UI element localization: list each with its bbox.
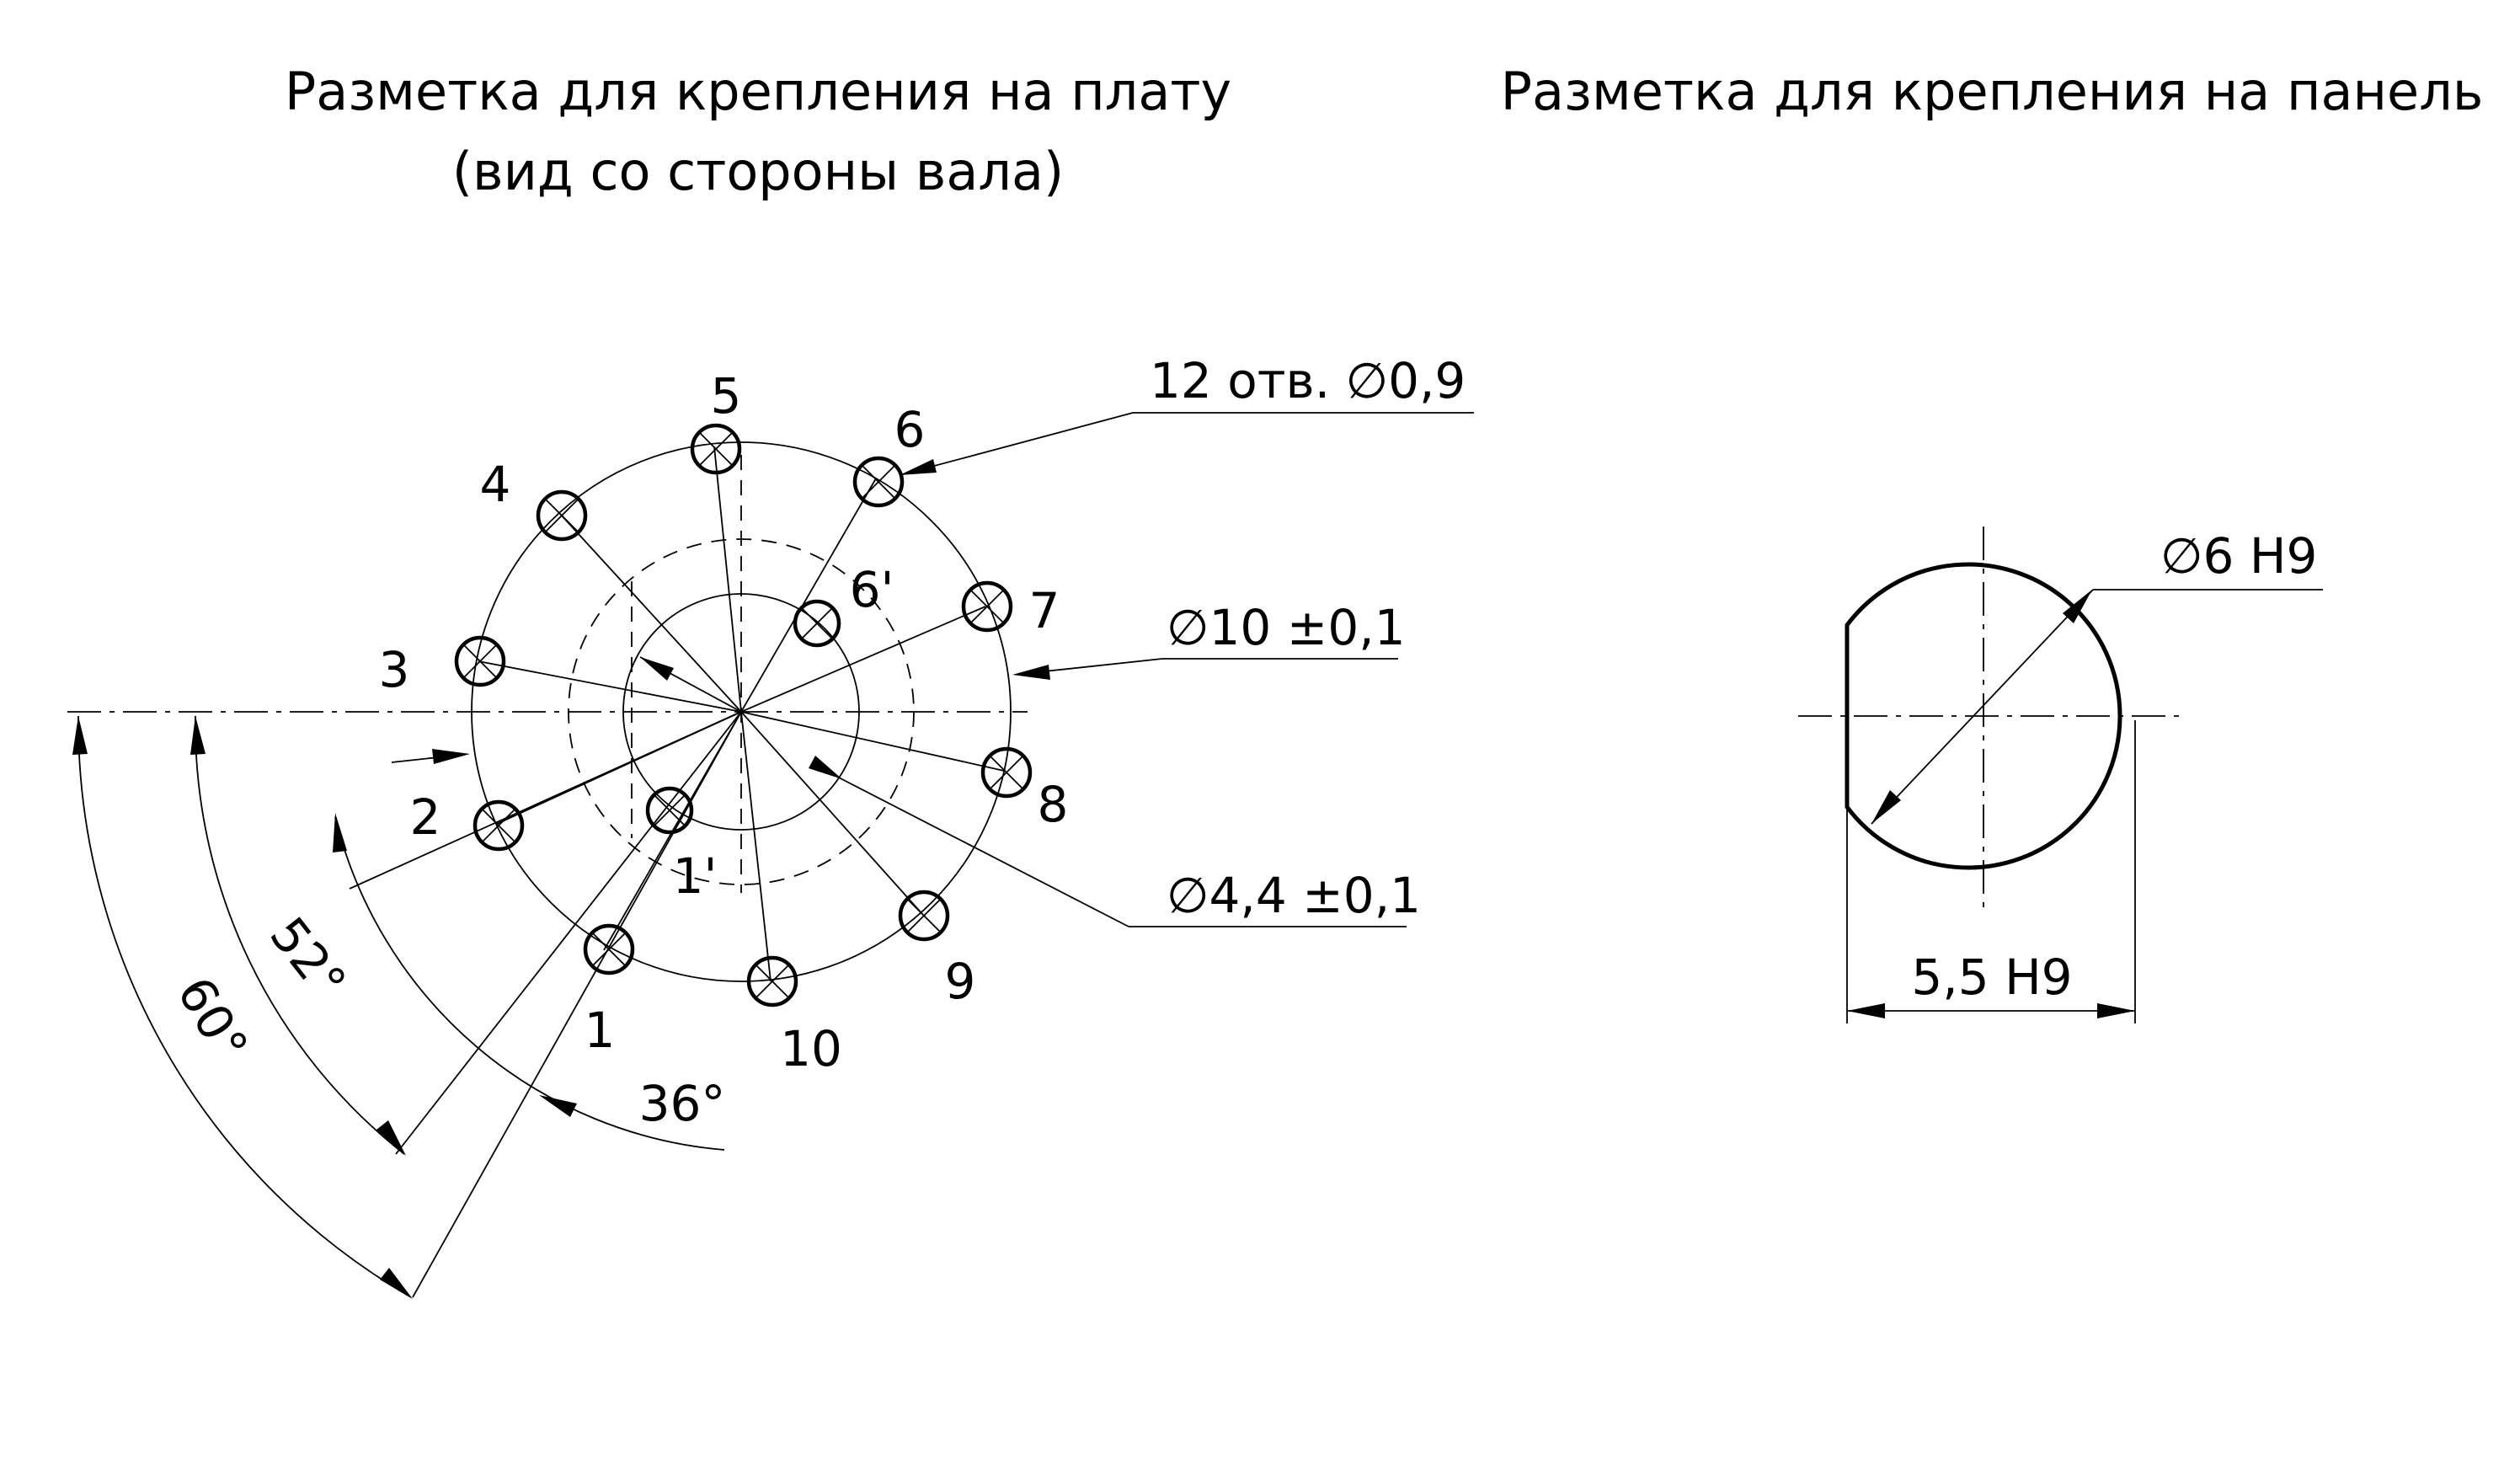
hole-4 xyxy=(538,492,585,539)
hole-label-6-alt: 6' xyxy=(849,561,894,618)
hole-2 xyxy=(475,802,522,849)
angle-52-text: 52° xyxy=(259,906,358,1011)
hole-6 xyxy=(855,458,902,505)
hole-6-alt xyxy=(795,601,839,645)
hole-label-6: 6 xyxy=(894,401,926,458)
callout-holes-text: 12 отв. ∅0,9 xyxy=(1150,352,1466,409)
hole-label-7: 7 xyxy=(1028,582,1060,639)
board-title-line1: Разметка для крепления на плату xyxy=(284,61,1232,122)
angle-36-text: 36° xyxy=(638,1075,726,1132)
angle-dim-52 xyxy=(190,716,406,1156)
hole-label-3: 3 xyxy=(378,641,410,698)
hole-7 xyxy=(964,583,1011,630)
hole-9 xyxy=(900,892,948,939)
angle-dim-36 xyxy=(333,813,725,1150)
hole-1 xyxy=(585,926,633,973)
panel-diameter-dim xyxy=(1871,527,2323,824)
callout-inner-diameter xyxy=(640,657,1421,927)
hole-label-5: 5 xyxy=(710,367,742,425)
callout-outer-diameter xyxy=(392,599,1406,764)
callout-holes xyxy=(900,352,1474,475)
hole-label-8: 8 xyxy=(1037,776,1069,833)
hole-labels xyxy=(379,367,1069,1077)
hole-label-1-alt: 1' xyxy=(672,847,718,905)
callout-inner-diameter-text: ∅4,4 ±0,1 xyxy=(1167,867,1422,924)
angle-dim-60 xyxy=(72,716,413,1299)
panel-diameter-text: ∅6 H9 xyxy=(2160,527,2318,585)
callout-outer-diameter-text: ∅10 ±0,1 xyxy=(1167,599,1406,656)
board-title-line2: (вид со стороны вала) xyxy=(451,141,1065,202)
hole-label-9: 9 xyxy=(944,953,976,1010)
panel-width-dim xyxy=(1847,720,2135,1023)
hole-label-4: 4 xyxy=(479,456,511,513)
board-layout xyxy=(67,352,1474,1299)
hole-label-2: 2 xyxy=(409,788,441,846)
panel-layout xyxy=(1798,526,2323,1023)
panel-title: Разметка для крепления на панель xyxy=(1500,61,2484,122)
hole-label-1: 1 xyxy=(584,1002,616,1059)
panel-width-text: 5,5 H9 xyxy=(1911,949,2073,1006)
angle-60-text: 60° xyxy=(166,967,259,1072)
hole-label-10: 10 xyxy=(780,1020,842,1077)
